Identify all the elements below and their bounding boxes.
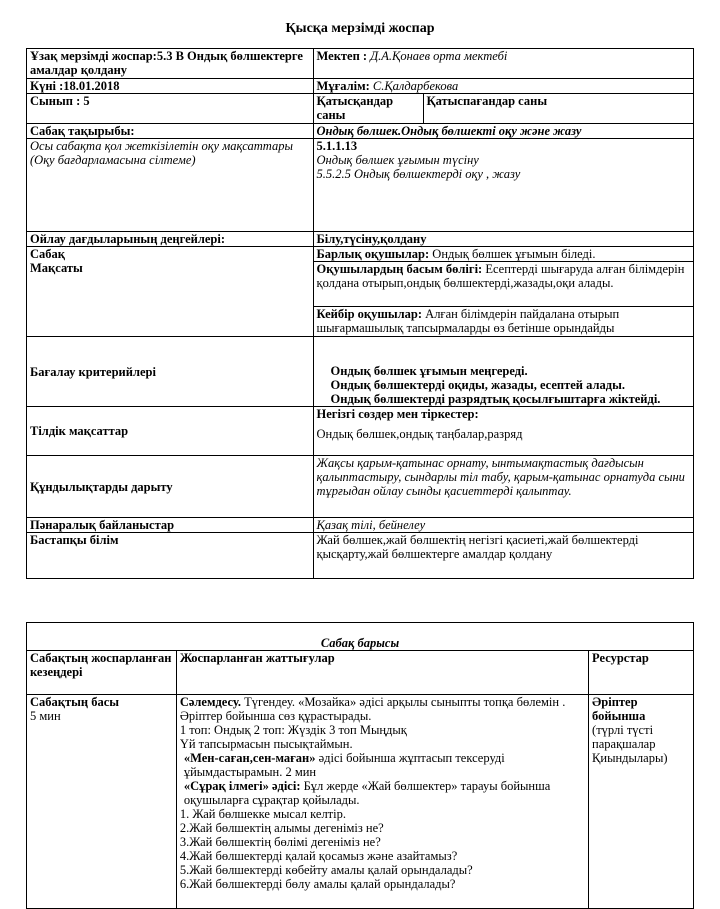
resources-cell xyxy=(589,695,694,909)
teacher-value: С.Қалдарбекова xyxy=(372,79,459,93)
most-students-label: Оқушылардың басым бөлігі: xyxy=(316,262,483,276)
objective-1: Ондық бөлшек ұғымын түсіну xyxy=(316,153,479,167)
question-2: 2.Жай бөлшектің алымы дегеніміз не? xyxy=(179,821,384,835)
all-students-text: Ондық бөлшек ұғымын біледі. xyxy=(432,247,596,261)
objective-2: 5.5.2.5 Ондық бөлшектерді оқу , жазу xyxy=(316,167,521,181)
thinking-label: Ойлау дағдыларының деңгейлері: xyxy=(27,232,314,247)
most-students-cell xyxy=(313,262,693,307)
criterion-3: Ондық бөлшектерді разрядтық қосылғыштарға жіктейді. xyxy=(330,392,661,406)
thinking-value: Білу,түсіну,қолдану xyxy=(313,232,693,247)
objectives-label: Осы сабақта қол жеткізілетін оқу мақсаттары xyxy=(30,139,293,153)
method-2-text: Бұл жерде «Жай бөлшектер» тарауы бойынша оқушыларға сұрақтар қойылады. xyxy=(183,779,551,807)
some-students-text: Алған білімдерін пайдалана отырып шығармашылық тапсырмаларды өз бетінше орындайды xyxy=(316,307,620,335)
cross-value: Қазақ тілі, бейнелеу xyxy=(313,518,693,533)
stage-time: 5 мин xyxy=(30,709,61,723)
homework: Үй тапсырмасын пысықтаймын. xyxy=(179,737,353,751)
greeting xyxy=(180,695,585,723)
attendance-cell xyxy=(313,94,693,124)
method-2 xyxy=(180,779,585,807)
class-cell: Сынып : 5 xyxy=(27,94,314,124)
school-label: Мектеп : xyxy=(316,49,368,63)
topic-label: Сабақ тақырыбы: xyxy=(27,124,314,139)
all-students-label: Барлық оқушылар: xyxy=(316,247,430,261)
lesson-progress-table xyxy=(26,622,694,909)
resource-bold: Әріптер бойынша xyxy=(592,695,646,723)
assessment-label: Бағалау критерийлері xyxy=(27,337,314,407)
school-cell xyxy=(313,49,693,79)
topic-value: Ондық бөлшек.Ондық бөлшекті оқу және жазу xyxy=(313,124,693,139)
language-label: Тілдік мақсаттар xyxy=(27,407,314,456)
lesson-goal-label-cell xyxy=(27,247,314,337)
teacher-cell xyxy=(313,79,693,94)
language-cell xyxy=(313,407,693,456)
some-students-cell xyxy=(313,307,693,337)
question-1: 1. Жай бөлшекке мысал келтір. xyxy=(179,807,346,821)
most-students-text: Есептерді шығаруда алған білімдерін қолдана отырып,ондық бөлшектерді,жазады,оқи алады. xyxy=(316,262,685,290)
document-title: Қысқа мерзімді жоспар xyxy=(285,21,435,36)
question-3: 3.Жай бөлшектің бөлімі дегеніміз не? xyxy=(179,835,381,849)
groups: 1 топ: Ондық 2 топ: Жүздік 3 топ Мыңдық xyxy=(179,723,407,737)
prior-value: Жай бөлшек,жай бөлшектің негізгі қасиеті,жай бөлшектерді қысқарту,жай бөлшектерге амалдар қолдану xyxy=(313,533,693,579)
lesson-goal-label-1: Сабақ xyxy=(30,247,65,261)
criteria-cell xyxy=(313,337,693,407)
method-2-label: «Сұрақ ілмегі» әдісі: xyxy=(183,779,301,793)
objectives-label-cell xyxy=(27,139,314,232)
some-students-label: Кейбір оқушылар: xyxy=(316,307,423,321)
question-6: 6.Жай бөлшектерді бөлу амалы қалай орындалады? xyxy=(179,877,456,891)
lesson-goal-label-2: Мақсаты xyxy=(30,261,83,275)
question-5: 5.Жай бөлшектерді көбейту амалы қалай орындалады? xyxy=(179,863,473,877)
cross-label: Пәнаралық байланыстар xyxy=(27,518,314,533)
school-value: Д.А.Қонаев орта мектебі xyxy=(370,49,508,63)
objectives-cell xyxy=(313,139,693,232)
progress-heading: Сабақ барысы xyxy=(27,623,694,651)
question-4: 4.Жай бөлшектерді қалай қосамыз және азайтамыз? xyxy=(179,849,458,863)
long-term-plan-cell: Ұзақ мерзімді жоспар:5.3 В Ондық бөлшектерге амалдар қолдану xyxy=(27,49,314,79)
col-activities: Жоспарланған жаттығулар xyxy=(176,651,588,695)
method-1-label: «Мен-саған,сен-маған» xyxy=(183,751,316,765)
col-resources: Ресурстар xyxy=(589,651,694,695)
teacher-label: Мұғалім: xyxy=(316,79,370,93)
prior-label: Бастапқы білім xyxy=(27,533,314,579)
resource-text: (түрлі түсті парақшалар Қиындылары) xyxy=(592,723,668,765)
stage-cell xyxy=(27,695,177,909)
greeting-label: Сәлемдесу. xyxy=(179,695,242,709)
all-students-cell xyxy=(313,247,693,262)
objective-code: 5.1.1.13 xyxy=(316,139,358,153)
stage-name: Сабақтың басы xyxy=(30,695,120,709)
criterion-2: Ондық бөлшектерді оқиды, жазады, есептей алады. xyxy=(330,378,625,392)
greeting-text: Түгендеу. «Мозайка» әдісі арқылы сыныпты топқа бөлемін . Әріптер бойынша сөз құрастырады. xyxy=(179,695,566,723)
activities-cell xyxy=(176,695,588,909)
language-key-terms: Негізгі сөздер мен тіркестер: xyxy=(316,407,479,421)
criterion-1: Ондық бөлшек ұғымын меңгереді. xyxy=(330,364,528,378)
objectives-note: (Оқу бағдарламасына сілтеме) xyxy=(30,153,196,167)
method-1 xyxy=(180,751,585,779)
language-terms: Ондық бөлшек,ондық таңбалар,разряд xyxy=(316,427,523,441)
values-text: Жақсы қарым-қатынас орнату, ынтымақтастық дағдысын қалыптастыру, сындарлы тіл табу, қарым-қатынас орнатуда сыни тұрғыдан ойлау сынды қасиеттерді қалыптау. xyxy=(313,456,693,518)
values-label: Құндылықтарды дарыту xyxy=(27,456,314,518)
present-label: Қатысқандар саны xyxy=(314,94,424,123)
col-stage: Сабақтың жоспарланған кезеңдері xyxy=(27,651,177,695)
lesson-plan-table xyxy=(26,48,694,579)
absent-label: Қатыспағандар саны xyxy=(426,94,548,108)
method-1-text: әдісі бойынша жұптасып тексеруді ұйымдастырамын. 2 мин xyxy=(183,751,505,779)
date-cell: Күні :18.01.2018 xyxy=(27,79,314,94)
